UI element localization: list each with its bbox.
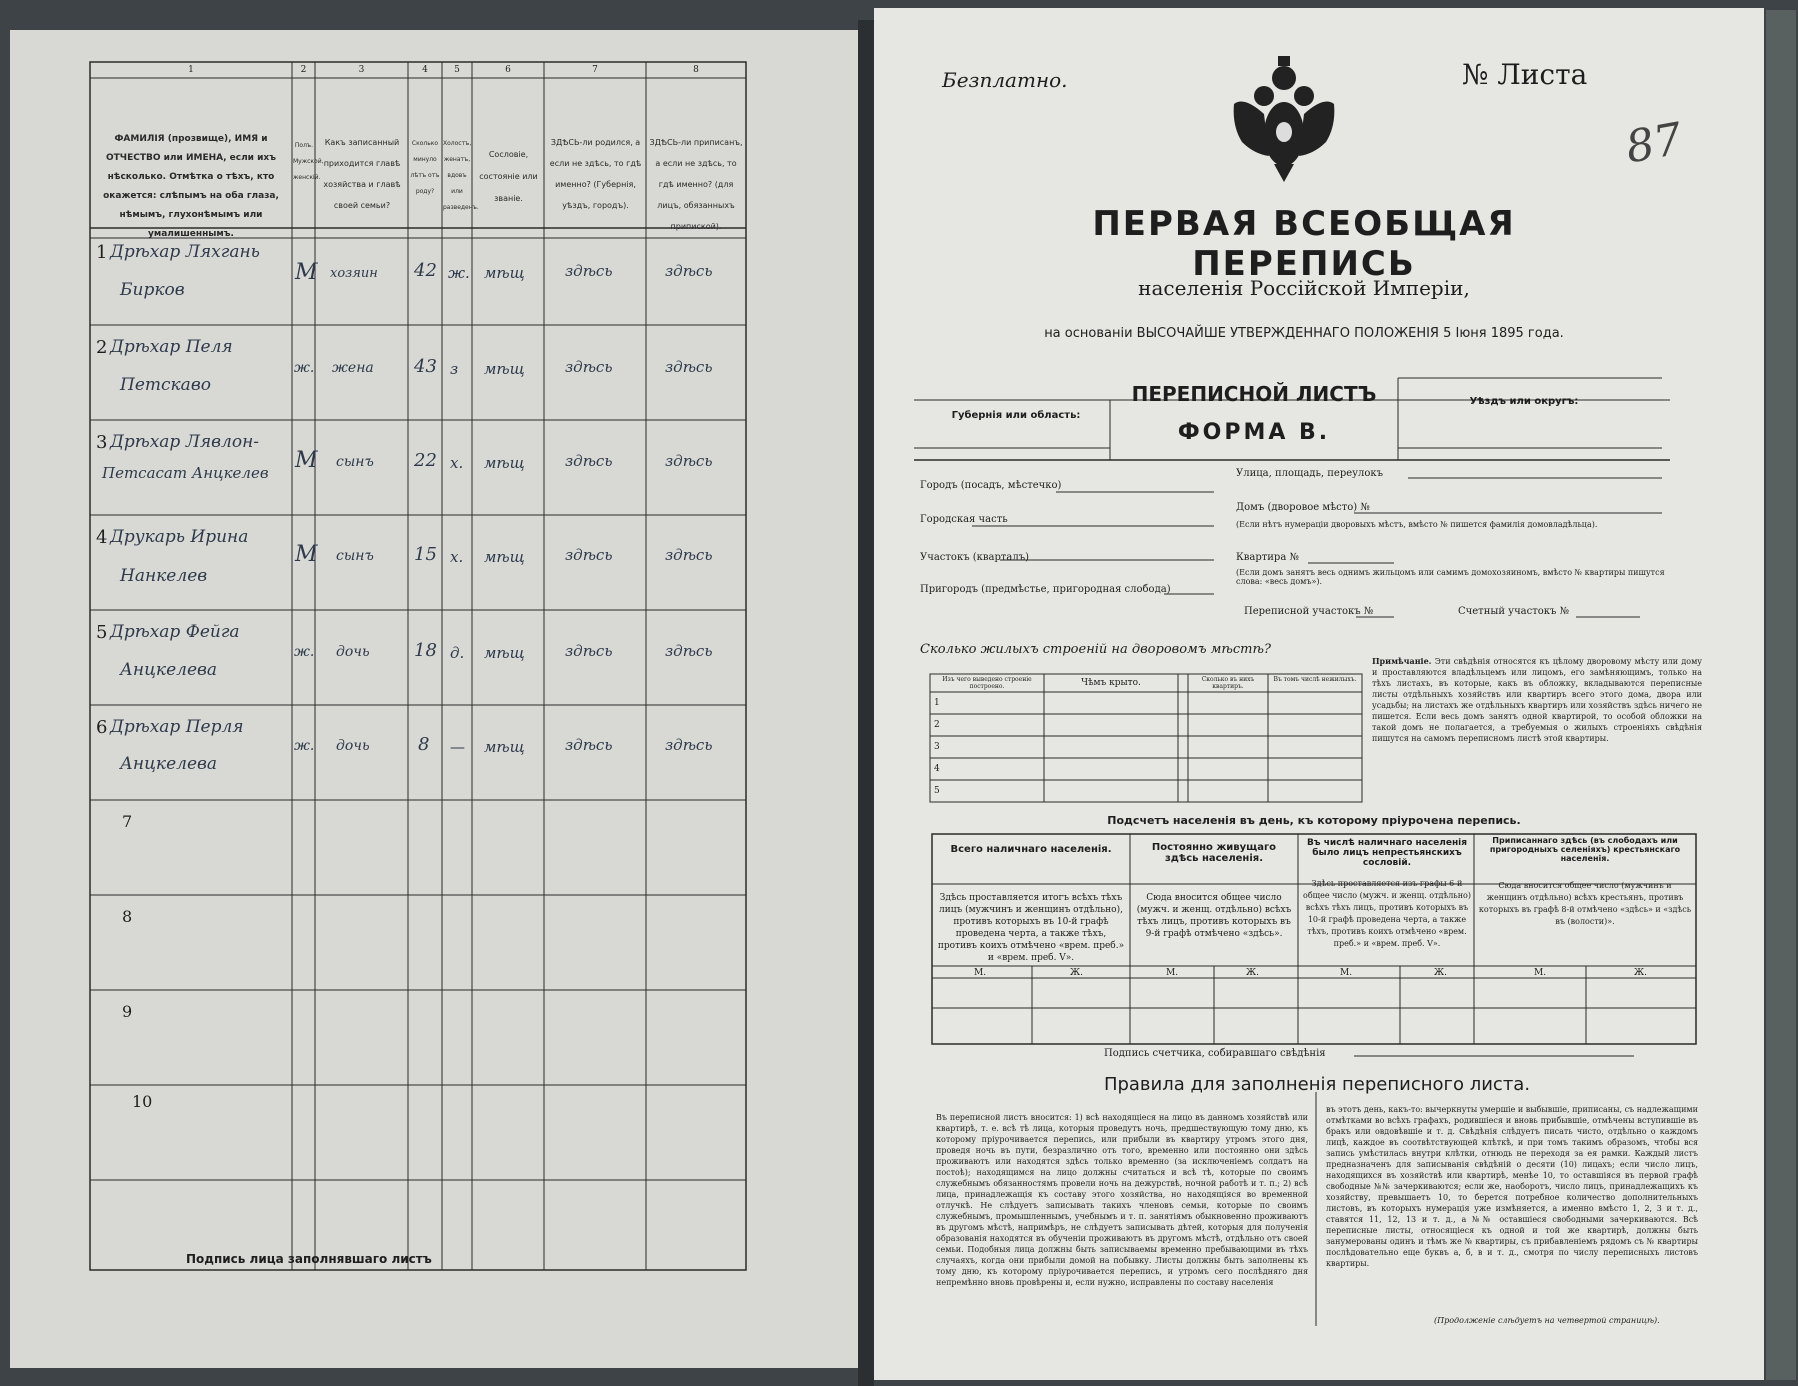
row-number: 9 [122,1002,133,1021]
person-sex: ж. [294,644,315,660]
street-label: Улица, площадь, переулокъ [1236,468,1384,479]
permanent-female-label: Ж. [1246,968,1259,978]
field-city-part: Городская часть [920,514,1008,525]
nonpeasant-male-label: М. [1340,968,1353,978]
person-marital: х. [450,454,464,472]
buildings-question: Сколько жилыхъ строеній на дворовомъ мѣстѣ? [920,642,1271,657]
person-age: 22 [414,450,437,471]
present-female-label: Ж. [1070,968,1083,978]
field-district: Участокъ (кварталъ) [920,552,1029,563]
count-text-present: Здѣсь проставляется итогъ всѣхъ тѣхъ лицъ (мужчинъ и женщинъ отдѣльно), противъ которыхъ въ 10-й графѣ проведена черта, а также тѣхъ, противъ коихъ отмѣчено «врем. преб.» и «врем. преб. V». [937,893,1125,963]
uezd-label: Уѣздъ или округъ: [1469,396,1579,407]
sheet-number-label: № Листа [1462,58,1588,91]
person-relation: дочь [336,738,370,754]
field-suburb: Пригородъ (предмѣстье, пригородная слобода) [920,584,1171,595]
free-label: Безплатно. [942,68,1068,92]
peasant-male-label: М. [1534,968,1547,978]
header-relation-column: Какъ записанный приходится главѣ хозяйства и главѣ своей семьи? [323,138,401,210]
buildings-header-apartments: Сколько въ нихъ квартиръ. [1201,676,1255,690]
header-estate-column: Сословіе, состояніе или званіе. [479,150,538,203]
person-estate: мѣщ [484,264,525,282]
person-estate: мѣщ [484,548,525,566]
person-registration: здѣсь [665,642,713,660]
person-sex: М [295,448,318,473]
book-spine [858,20,874,1386]
person-estate: мѣщ [484,644,525,662]
right-page [874,8,1764,1380]
counter-signature-label: Подпись счетчика, собиравшаго свѣдѣнія [1104,1048,1326,1059]
col-number-5: 5 [454,65,460,75]
person-age: 15 [414,544,437,565]
person-name-line1: Друкарь Ирина [110,527,249,547]
count-head-peasant: Приписаннаго здѣсь (въ слободахъ или пригородныхъ селеніяхъ) крестьянскаго населенія. [1489,836,1681,863]
person-age: 43 [414,356,437,377]
house-label: Домъ (дворовое мѣсто) № [1236,502,1370,513]
census-title: ПЕРВАЯ ВСЕОБЩАЯ ПЕРЕПИСЬ [1092,204,1516,284]
count-text-permanent: Сюда вносится общее число (мужч. и женщ. отдѣльно) всѣхъ тѣхъ лицъ, противъ которыхъ въ 9-й графѣ отмѣчено «здѣсь». [1136,893,1292,939]
buildings-header-material: Изъ чего выведено строеніе построено. [942,676,1032,690]
form-label: ФОРМА В. [1177,420,1331,445]
person-name-line2: Бирков [120,280,185,300]
row-number: 1 [96,242,108,263]
person-age: 18 [414,640,437,661]
gubernia-label: Губернія или область: [951,410,1081,421]
person-estate: мѣщ [484,738,525,756]
person-relation: сынъ [336,454,374,470]
person-age: 42 [414,260,437,281]
col-number-8: 8 [693,65,699,75]
peasant-female-label: Ж. [1634,968,1647,978]
col-number-2: 2 [300,65,307,75]
person-sex: ж. [294,738,315,754]
row-number: 2 [96,337,108,358]
header-age-column: Сколько минуло лѣтъ отъ роду? [410,140,440,195]
buildings-row-number: 4 [934,764,940,774]
person-estate: мѣщ [484,360,525,378]
person-birthplace: здѣсь [565,546,613,564]
person-name-line1: Дрѣхар Фейга [110,622,240,642]
person-birthplace: здѣсь [565,358,613,376]
person-marital: з [450,360,459,378]
sheet-number-value: 87 [1621,113,1687,174]
count-head-permanent: Постоянно живущаго здѣсь населенія. [1151,842,1277,864]
person-registration: здѣсь [665,262,713,280]
house-note: (Если нѣтъ нумераціи дворовыхъ мѣстъ, вмѣсто № пишется фамилія домовладѣльца). [1236,520,1598,529]
apartment-note: (Если домъ занятъ весь однимъ жильцомъ или самимъ домохозяиномъ, вмѣсто № квартиры пишутся слова: «весь домъ»). [1236,568,1665,586]
buildings-row-number: 5 [934,786,940,796]
buildings-header-roof: Чѣмъ крыто. [1081,678,1141,688]
person-birthplace: здѣсь [565,642,613,660]
note-block [1372,656,1702,744]
person-birthplace: здѣсь [565,262,613,280]
rules-title: Правила для заполненія переписного листа. [1103,1074,1531,1095]
person-birthplace: здѣсь [565,736,613,754]
person-marital: д. [450,644,465,662]
buildings-row-number: 1 [934,698,940,708]
row-number: 3 [96,432,108,453]
buildings-row-number: 3 [934,742,940,752]
person-birthplace: здѣсь [565,452,613,470]
person-age: 8 [418,734,430,755]
person-marital: ж. [448,264,470,282]
col-number-6: 6 [505,65,511,75]
person-sex: М [295,260,318,285]
col-number-4: 4 [422,65,428,75]
sheet-title: ПЕРЕПИСНОЙ ЛИСТЪ [1131,382,1377,406]
count-head-present: Всего наличнаго населенія. [950,844,1112,855]
person-relation: дочь [336,644,370,660]
page-edges [1766,10,1796,1380]
permanent-male-label: М. [1166,968,1179,978]
header-birthplace-column: ЗДѢСЬ-ли родился, а если не здѣсь, то гдѣ именно? (Губернія, уѣздъ, городъ). [549,138,642,210]
person-name-line1: Дрѣхар Перля [110,717,244,737]
person-registration: здѣсь [665,546,713,564]
person-name-line1: Дрѣхар Лявлон- [110,432,260,452]
census-subtitle: населенія Россійской Имперіи, [1138,276,1470,300]
row-number: 6 [96,717,108,738]
header-name-column: ФАМИЛІЯ (прозвище), ИМЯ и ОТЧЕСТВО или ИМЕНА, если ихъ нѣсколько. Отмѣтка о тѣхъ, кто окажется: слѣпымъ на оба глаза, нѣмымъ, глухонѣмымъ или умалишеннымъ. [103,134,279,239]
field-city: Городъ (посадъ, мѣстечко) [920,480,1062,491]
person-relation: жена [332,360,374,376]
census-district-label: Переписной участокъ № [1244,606,1374,617]
counting-district-label: Счетный участокъ № [1458,606,1570,617]
person-marital: — [450,738,465,756]
apartment-label: Квартира № [1236,552,1299,563]
nonpeasant-female-label: Ж. [1434,968,1447,978]
row-number: 8 [122,907,133,926]
header-registration-column: ЗДѢСЬ-ли приписанъ, а если не здѣсь, то гдѣ именно? (для лицъ, обязанныхъ припиской). [649,138,743,231]
person-sex: М [295,542,318,567]
person-name-line1: Дрѣхар Ляхгань [110,242,260,262]
person-registration: здѣсь [665,736,713,754]
person-name-line2: Анцкелева [120,754,218,774]
buildings-header-nonresidential: Въ томъ числѣ нежилыхъ. [1273,676,1357,683]
col-number-3: 3 [358,65,365,75]
person-name-line2: Петскаво [120,375,211,395]
note-title: Примѣчаніе. [1372,656,1432,666]
col-number-1: 1 [188,65,194,75]
person-name-line2: Нанкелев [120,566,208,586]
row-number: 5 [96,622,108,643]
rules-column-1: Въ переписной листъ вносится: 1) всѣ находящіеся на лицо въ данномъ хозяйствѣ или квартирѣ, т. е. всѣ тѣ лица, которыя проведутъ ночь, предшествующую тому дню, къ которому пріурочивается перепись, или прибыли въ квартиру утромъ этого дня, проведя ночь въ пути, безразлично отъ того, временно или постоянно они здѣсь проживаютъ или находятся здѣсь только временно (за исключеніемъ солдатъ на постоѣ); находящимся на лицо должны считаться и всѣ тѣ, которые по своимъ служебнымъ обязанностямъ провели ночь на дежурствѣ, ночной работѣ и т. п.; 2) всѣ лица, принадлежащія къ составу этого хозяйства, но находящіяся во временной отлучкѣ. Не слѣдуетъ записывать такихъ членовъ семьи, которые по своимъ служебнымъ, промышленнымъ, учебнымъ и т. п. занятіямъ обыкновенно проживаютъ въ другомъ мѣстѣ, напримѣръ, не слѣдуетъ записывать дѣтей, которыя для полученія образованія находятся въ обученіи проживаютъ въ другомъ мѣстѣ, отдѣльно отъ своей семьи. Подобныя лица должны быть записываемы временно пребывающими въ тѣхъ случаяхъ, когда они прибыли домой на побывку. Листы должны быть заполнены къ тому дню, къ которому пріурочивается перепись, и утромъ сего послѣдняго дня непремѣнно вновь провѣрены и, если нужно, исправлены по составу населенія [936,1113,1308,1287]
row-number: 4 [96,527,108,548]
row-number: 7 [122,812,133,831]
person-relation: сынъ [336,548,374,564]
count-head-nonpeasant: Въ числѣ наличнаго населенія было лицъ непрестьянскихъ сословій. [1306,838,1468,868]
person-sex: ж. [294,360,315,376]
rules-column-2: въ этотъ день, какъ-то: вычеркнуты умершіе и выбывшіе, приписаны, съ надлежащими отмѣтками во всѣхъ графахъ, родившіеся и вновь прибывшіе, отмѣчены вступившіе въ бракъ или овдовѣвшіе и т. д. Свѣдѣнія слѣдуетъ писать чисто, отдѣльно о каждомъ лицѣ, каждое въ соотвѣтствующей клѣткѣ, и при томъ такимъ образомъ, чтобы вся запись умѣстилась внутри клѣтки, отнюдь не переходя за ея рамки. Каждый листъ предназначенъ для записыванія свѣдѣній о десяти (10) лицахъ; если число лицъ, находящихся въ хозяйствѣ или квартирѣ, менѣе 10, то оставшіяся въ первой графѣ свободные №№ зачеркиваются; если же, наоборотъ, число лицъ, принадлежащихъ къ хозяйству, превышаетъ 10, то берется потребное количество дополнительныхъ листовъ, въ которыхъ нумерація уже измѣняется, а именно вмѣсто 1, 2, 3 и т. д., ставятся 11, 12, 13 и т. д., а №№ оставшіеся свободными зачеркиваются. Всѣ переписные листы, относящіеся къ одной и той же квартирѣ, должны быть занумерованы одинъ и тѣмъ же № квартиры, съ прибавленіемъ рядомъ съ № квартиры послѣдовательно еще буквъ а, б, в и т. д., смотря по числу переписныхъ листовъ квартиры. [1326,1105,1698,1268]
header-sex-column: Полъ. Мужской, женскій. [293,142,324,181]
person-marital: х. [450,548,464,566]
col-number-7: 7 [592,65,598,75]
population-count-title: Подсчетъ населенія въ день, къ которому пріурочена перепись. [1107,814,1521,827]
count-text-peasant: Сюда вносится общее число (мужчинъ и женщинъ отдѣльно) всѣхъ крестьянъ, противъ которыхъ въ графѣ 8-й отмѣчено «здѣсь» и «здѣсь въ (волости)». [1478,881,1692,926]
note-text: Эти свѣдѣнія относятся къ цѣлому дворовому мѣсту или дому и проставляются владѣльцемъ или лицомъ, его замѣняющимъ, только на тѣхъ листахъ, въ которые, какъ въ обложку, вкладываются переписные листы отдѣльныхъ хозяйствъ или квартиръ всего этого дома, двора или усадьбы; на листахъ же отдѣльныхъ квартиръ или хозяйствъ здѣсь ничего не пишется. Если весь домъ занятъ одной квартирой, то особой обложки на такой домъ не полагается, а требуемыя о жилыхъ строеніяхъ свѣдѣнія пишутся на самомъ переписномъ листѣ этой квартиры. [1372,657,1702,743]
person-registration: здѣсь [665,452,713,470]
continuation-note: (Продолженіе слѣдуетъ на четвертой страницѣ). [1434,1316,1660,1325]
person-estate: мѣщ [484,454,525,472]
row-number: 10 [132,1092,153,1111]
count-text-nonpeasant: Здѣсь проставляется изъ графы 6-й общее число (мужч. и женщ. отдѣльно) всѣхъ тѣхъ лицъ, противъ которыхъ въ 10-й графѣ проведена черта, а также тѣхъ, противъ коихъ отмѣчено «врем. преб.» и «врем. преб. V». [1303,879,1471,948]
person-relation: хозяин [330,266,378,281]
person-name-line2: Петсасат Анцкелев [102,464,269,482]
signature-label: Подпись лица заполнявшаго листъ [186,1252,432,1266]
present-male-label: М. [974,968,987,978]
person-registration: здѣсь [665,358,713,376]
left-page [10,30,858,1368]
person-name-line1: Дрѣхар Пеля [110,337,233,357]
buildings-row-number: 2 [934,720,940,730]
header-marital-column: Холостъ, женатъ, вдовъ или разведенъ. [443,140,479,211]
census-basis: на основаніи ВЫСОЧАЙШЕ УТВЕРЖДЕННАГО ПОЛОЖЕНІЯ 5 Іюня 1895 года. [1044,326,1564,341]
person-name-line2: Анцкелева [120,660,218,680]
